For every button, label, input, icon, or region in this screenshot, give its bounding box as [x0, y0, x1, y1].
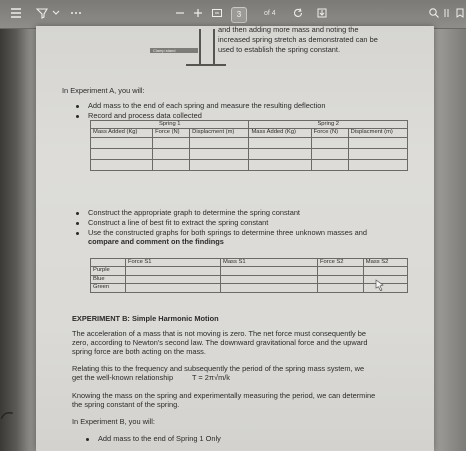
- table-header: Spring 2: [249, 121, 408, 129]
- period-formula: T = 2π√m/k: [192, 373, 230, 382]
- table-header: Spring 1: [91, 121, 249, 129]
- row-label: Blue: [91, 275, 126, 283]
- row-label: Green: [91, 284, 126, 292]
- intro-line: used to establish the spring constant.: [218, 45, 341, 54]
- table-row: [91, 267, 408, 275]
- column-header: Mass S1: [221, 259, 318, 267]
- experiment-b-subheading: In Experiment B, you will:: [72, 417, 155, 426]
- paragraph-line: Relating this to the frequency and subsequently the period of the spring mass system, we: [72, 364, 365, 373]
- unknown-mass-table: [90, 258, 408, 293]
- spring-data-table: [90, 120, 408, 171]
- stand-post: [213, 29, 215, 65]
- diagram-label: Clamp stand: [153, 48, 176, 53]
- column-header: [91, 259, 126, 267]
- column-header: Mass Added (Kg): [91, 129, 153, 137]
- bullet: [76, 115, 79, 118]
- stand-post: [199, 29, 201, 65]
- row-label: Purple: [91, 267, 126, 275]
- intro-line: increased spring stretch as demonstrated can be: [218, 35, 378, 44]
- bullet-text: Add mass to the end of each spring and measure the resulting deflection: [88, 101, 326, 110]
- paragraph-line: spring force are both acting on the mass.: [72, 347, 206, 356]
- experiment-a-heading: In Experiment A, you will:: [62, 86, 145, 95]
- bullet: [76, 105, 79, 108]
- paragraph-line: Knowing the mass on the spring and experimentally measuring the period, we can determine: [72, 391, 376, 400]
- mouse-cursor-icon: [375, 278, 385, 296]
- column-header: Force (N): [153, 129, 190, 137]
- chevron-down-icon[interactable]: [52, 7, 60, 21]
- paragraph-line: get the well-known relationship: [72, 373, 174, 382]
- fit-page-icon[interactable]: [211, 7, 223, 21]
- table-row: [91, 137, 408, 148]
- page-count: of 4: [264, 10, 276, 17]
- page-number-input[interactable]: 3: [231, 7, 247, 23]
- bullet: [76, 232, 79, 235]
- column-header: Force S1: [126, 259, 221, 267]
- zoom-out-icon[interactable]: [175, 7, 185, 21]
- bullet-text: Use the constructed graphs for both springs to determine three unknown masses and: [88, 228, 367, 237]
- paragraph-line: The acceleration of a mass that is not moving is zero. The net force must consequently be: [72, 329, 366, 338]
- search-icon[interactable]: [428, 7, 440, 21]
- column-header: Displacment (m): [348, 129, 407, 137]
- stand-base: [186, 64, 226, 66]
- bullet-text: Record and process data collected: [88, 111, 202, 120]
- bullet-text: Add mass to the end of Spring 1 Only: [98, 434, 221, 443]
- bullet: [86, 438, 89, 441]
- column-header: Displacment (m): [190, 129, 249, 137]
- column-header: Force S2: [318, 259, 364, 267]
- table-row: [91, 275, 408, 283]
- download-icon[interactable]: [316, 7, 328, 21]
- experiment-b-heading: EXPERIMENT B: Simple Harmonic Motion: [72, 314, 219, 323]
- column-header: Force (N): [311, 129, 348, 137]
- bookmark-icon[interactable]: [455, 7, 465, 21]
- bullet: [76, 212, 79, 215]
- bullet-text: compare and comment on the findings: [88, 237, 224, 246]
- table-row: [91, 148, 408, 159]
- table-row: [91, 159, 408, 170]
- column-header: Mass Added (Kg): [249, 129, 311, 137]
- intro-line: and then adding more mass and noting the: [218, 25, 359, 34]
- filter-icon[interactable]: [36, 7, 48, 21]
- zoom-in-icon[interactable]: [193, 7, 203, 21]
- paragraph-line: zero, according to Newton's second law. The downward gravitational force and the upward: [72, 338, 368, 347]
- photo-edge-mark: [0, 409, 15, 423]
- table-row: [91, 284, 408, 292]
- bullet: [76, 222, 79, 225]
- menu-icon[interactable]: [10, 7, 22, 21]
- bullet-text: Construct the appropriate graph to determine the spring constant: [88, 208, 300, 217]
- bullet-text: Construct a line of best fit to extract the spring constant: [88, 218, 269, 227]
- paragraph-line: the spring constant of the spring.: [72, 400, 180, 409]
- more-icon[interactable]: [70, 7, 82, 21]
- document-page: [36, 26, 434, 451]
- column-header: Mass S2: [363, 259, 407, 267]
- sidebar-icon[interactable]: [443, 7, 453, 21]
- rotate-icon[interactable]: [292, 7, 304, 21]
